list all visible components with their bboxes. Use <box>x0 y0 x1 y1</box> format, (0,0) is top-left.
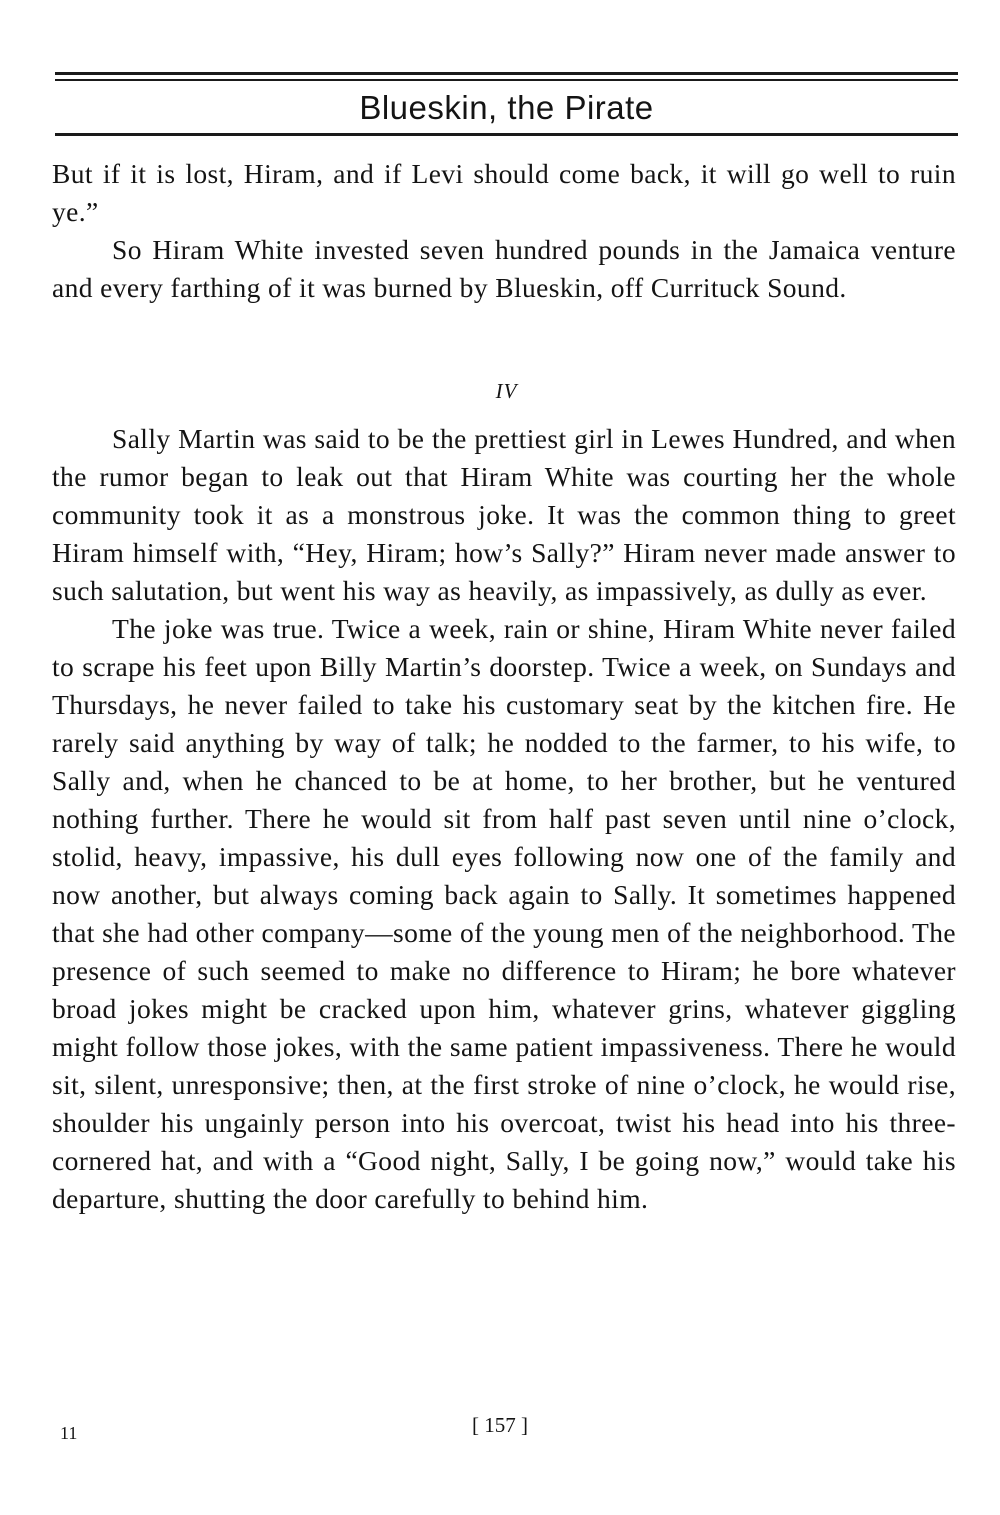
paragraph: So Hiram White invested seven hundred pounds in the Jamaica venture and every farthing of it was burned by Blueskin, off Currituck Sound. <box>52 234 956 303</box>
running-title: Blueskin, the Pirate <box>359 89 654 126</box>
paragraph: The joke was true. Twice a week, rain or shine, Hiram White never failed to scrape his feet upon Billy Martin’s doorstep. Twice a week, on Sundays and Thursdays, he never failed to take his customary seat by the kitchen fire. He rarely said anything by way of talk; he nodded to the farmer, to his wife, to Sally and, when he chanced to be at home, to her brother, but he ventured nothing further. There he would sit from half past seven until nine o’clock, stolid, heavy, impassive, his dull eyes following now one of the family and now another, but always coming back again to Sally. It sometimes happened that she had other company—some of the young men of the neighborhood. The presence of such seemed to make no difference to Hiram; he bore whatever broad jokes might be cracked upon him, whatever grins, whatever giggling might follow those jokes, with the same patient impassiveness. There he would sit, silent, unresponsive; then, at the first stroke of nine o’clock, he would rise, shoulder his ungainly person into his overcoat, twist his head into his three-cornered hat, and with a “Good night, Sally, I be going now,” would take his departure, shutting the door carefully to behind him. <box>52 613 956 1214</box>
continued-section <box>52 155 956 307</box>
header-rule-top <box>55 72 958 75</box>
header-rule-top-inner <box>55 79 958 81</box>
section-iv <box>52 420 956 1218</box>
header-rule-bottom <box>55 133 958 136</box>
signature-mark: 11 <box>60 1423 78 1443</box>
page-number: [ 157 ] <box>472 1413 528 1437</box>
paragraph: But if it is lost, Hiram, and if Levi should come back, it will go well to ruin ye.” <box>52 158 956 227</box>
section-numeral: IV <box>495 379 518 403</box>
paragraph: Sally Martin was said to be the prettiest girl in Lewes Hundred, and when the rumor began to leak out that Hiram White was courting her the whole community took it as a monstrous joke. It was the common thing to greet Hiram himself with, “Hey, Hiram; how’s Sally?” Hiram never made answer to such salutation, but went his way as heavily, as impassively, as dully as ever. <box>52 423 956 606</box>
